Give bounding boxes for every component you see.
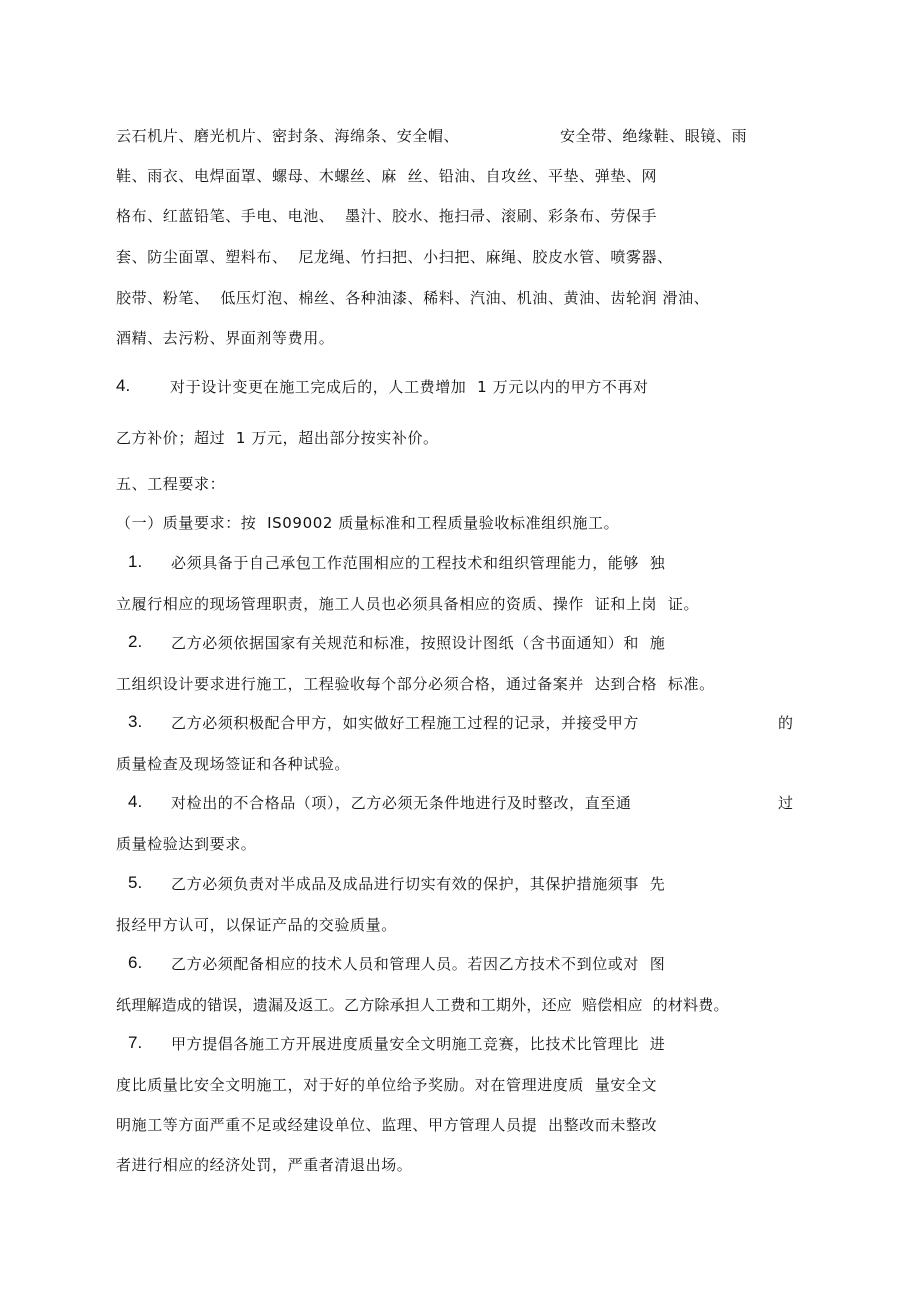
materials-line-3: 格布、红蓝铅笔、手电、电池、 墨汁、胶水、拖扫帚、滚刷、彩条布、劳保手 xyxy=(116,207,658,225)
item-1-line-2: 立履行相应的现场管理职责，施工人员也必须具备相应的资质、操作 证和上岗 证。 xyxy=(116,595,700,613)
item-7-line-3: 明施工等方面严重不足或经建设单位、监理、甲方管理人员提 出整改而未整改 xyxy=(116,1116,658,1134)
item-6-number: 6. xyxy=(128,953,143,972)
item-4-line-1: 对检出的不合格品（项），乙方必须无条件地进行及时整改，直至通 xyxy=(171,794,632,812)
item-3-line-1-tail: 的 xyxy=(778,714,794,732)
item-4-line-2: 质量检验达到要求。 xyxy=(116,835,257,853)
item-6-line-1: 乙方必须配备相应的技术人员和管理人员。若因乙方技术不到位或对 图 xyxy=(171,955,666,973)
item-3-number: 3. xyxy=(128,712,143,731)
item-1-line-1: 必须具备于自己承包工作范围相应的工程技术和组织管理能力，能够 独 xyxy=(171,554,666,572)
item-4-prev-number: 4. xyxy=(116,376,131,395)
item-7-line-4: 者进行相应的经济处罚，严重者清退出场。 xyxy=(116,1156,413,1174)
item-1-number: 1. xyxy=(128,552,143,571)
item-5-line-1: 乙方必须负责对半成品及成品进行切实有效的保护，其保护措施须事 先 xyxy=(171,875,666,893)
item-7-line-1: 甲方提倡各施工方开展进度质量安全文明施工竞赛，比技术比管理比 进 xyxy=(171,1035,666,1053)
materials-line-6: 酒精、去污粉、界面剂等费用。 xyxy=(116,329,335,347)
materials-line-1: 云石机片、磨光机片、密封条、海绵条、安全帽、 xyxy=(116,127,460,145)
materials-line-2: 鞋、雨衣、电焊面罩、螺母、木螺丝、麻 丝、铅油、自攻丝、平垫、弹垫、网 xyxy=(116,167,658,185)
item-5-line-2: 报经甲方认可，以保证产品的交验质量。 xyxy=(116,916,397,934)
item-3-line-2: 质量检查及现场签证和各种试验。 xyxy=(116,755,351,773)
item-4-prev-line-2: 乙方补价；超过 1 万元，超出部分按实补价。 xyxy=(116,429,439,447)
item-4-prev-line-1: 对于设计变更在施工完成后的，人工费增加 1 万元以内的甲方不再对 xyxy=(170,378,649,396)
item-2-number: 2. xyxy=(128,632,143,651)
materials-line-5: 胶带、粉笔、 低压灯泡、棉丝、各种油漆、稀料、汽油、机油、黄油、齿轮润 滑油、 xyxy=(116,289,710,307)
item-7-line-2: 度比质量比安全文明施工，对于好的单位给予奖励。对在管理进度质 量安全文 xyxy=(116,1076,658,1094)
quality-requirement-heading: （一）质量要求：按 IS09002 质量标准和工程质量验收标准组织施工。 xyxy=(116,514,620,532)
item-4-line-1-tail: 过 xyxy=(778,794,794,812)
materials-line-1-tail: 安全带、绝缘鞋、眼镜、雨 xyxy=(560,127,748,145)
item-7-number: 7. xyxy=(128,1033,143,1052)
item-6-line-2: 纸理解造成的错误，遗漏及返工。乙方除承担人工费和工期外，还应 赔偿相应 的材料费。 xyxy=(116,996,729,1014)
section-5-heading: 五、工程要求： xyxy=(116,475,226,493)
materials-line-4: 套、防尘面罩、塑料布、 尼龙绳、竹扫把、小扫把、麻绳、胶皮水管、喷雾器、 xyxy=(116,248,673,266)
item-3-line-1: 乙方必须积极配合甲方，如实做好工程施工过程的记录，并接受甲方 xyxy=(171,714,640,732)
item-5-number: 5. xyxy=(128,873,143,892)
item-4-number: 4. xyxy=(128,792,143,811)
item-2-line-1: 乙方必须依据国家有关规范和标准，按照设计图纸（含书面通知）和 施 xyxy=(171,634,666,652)
item-2-line-2: 工组织设计要求进行施工，工程验收每个部分必须合格，通过备案并 达到合格 标准。 xyxy=(116,675,715,693)
